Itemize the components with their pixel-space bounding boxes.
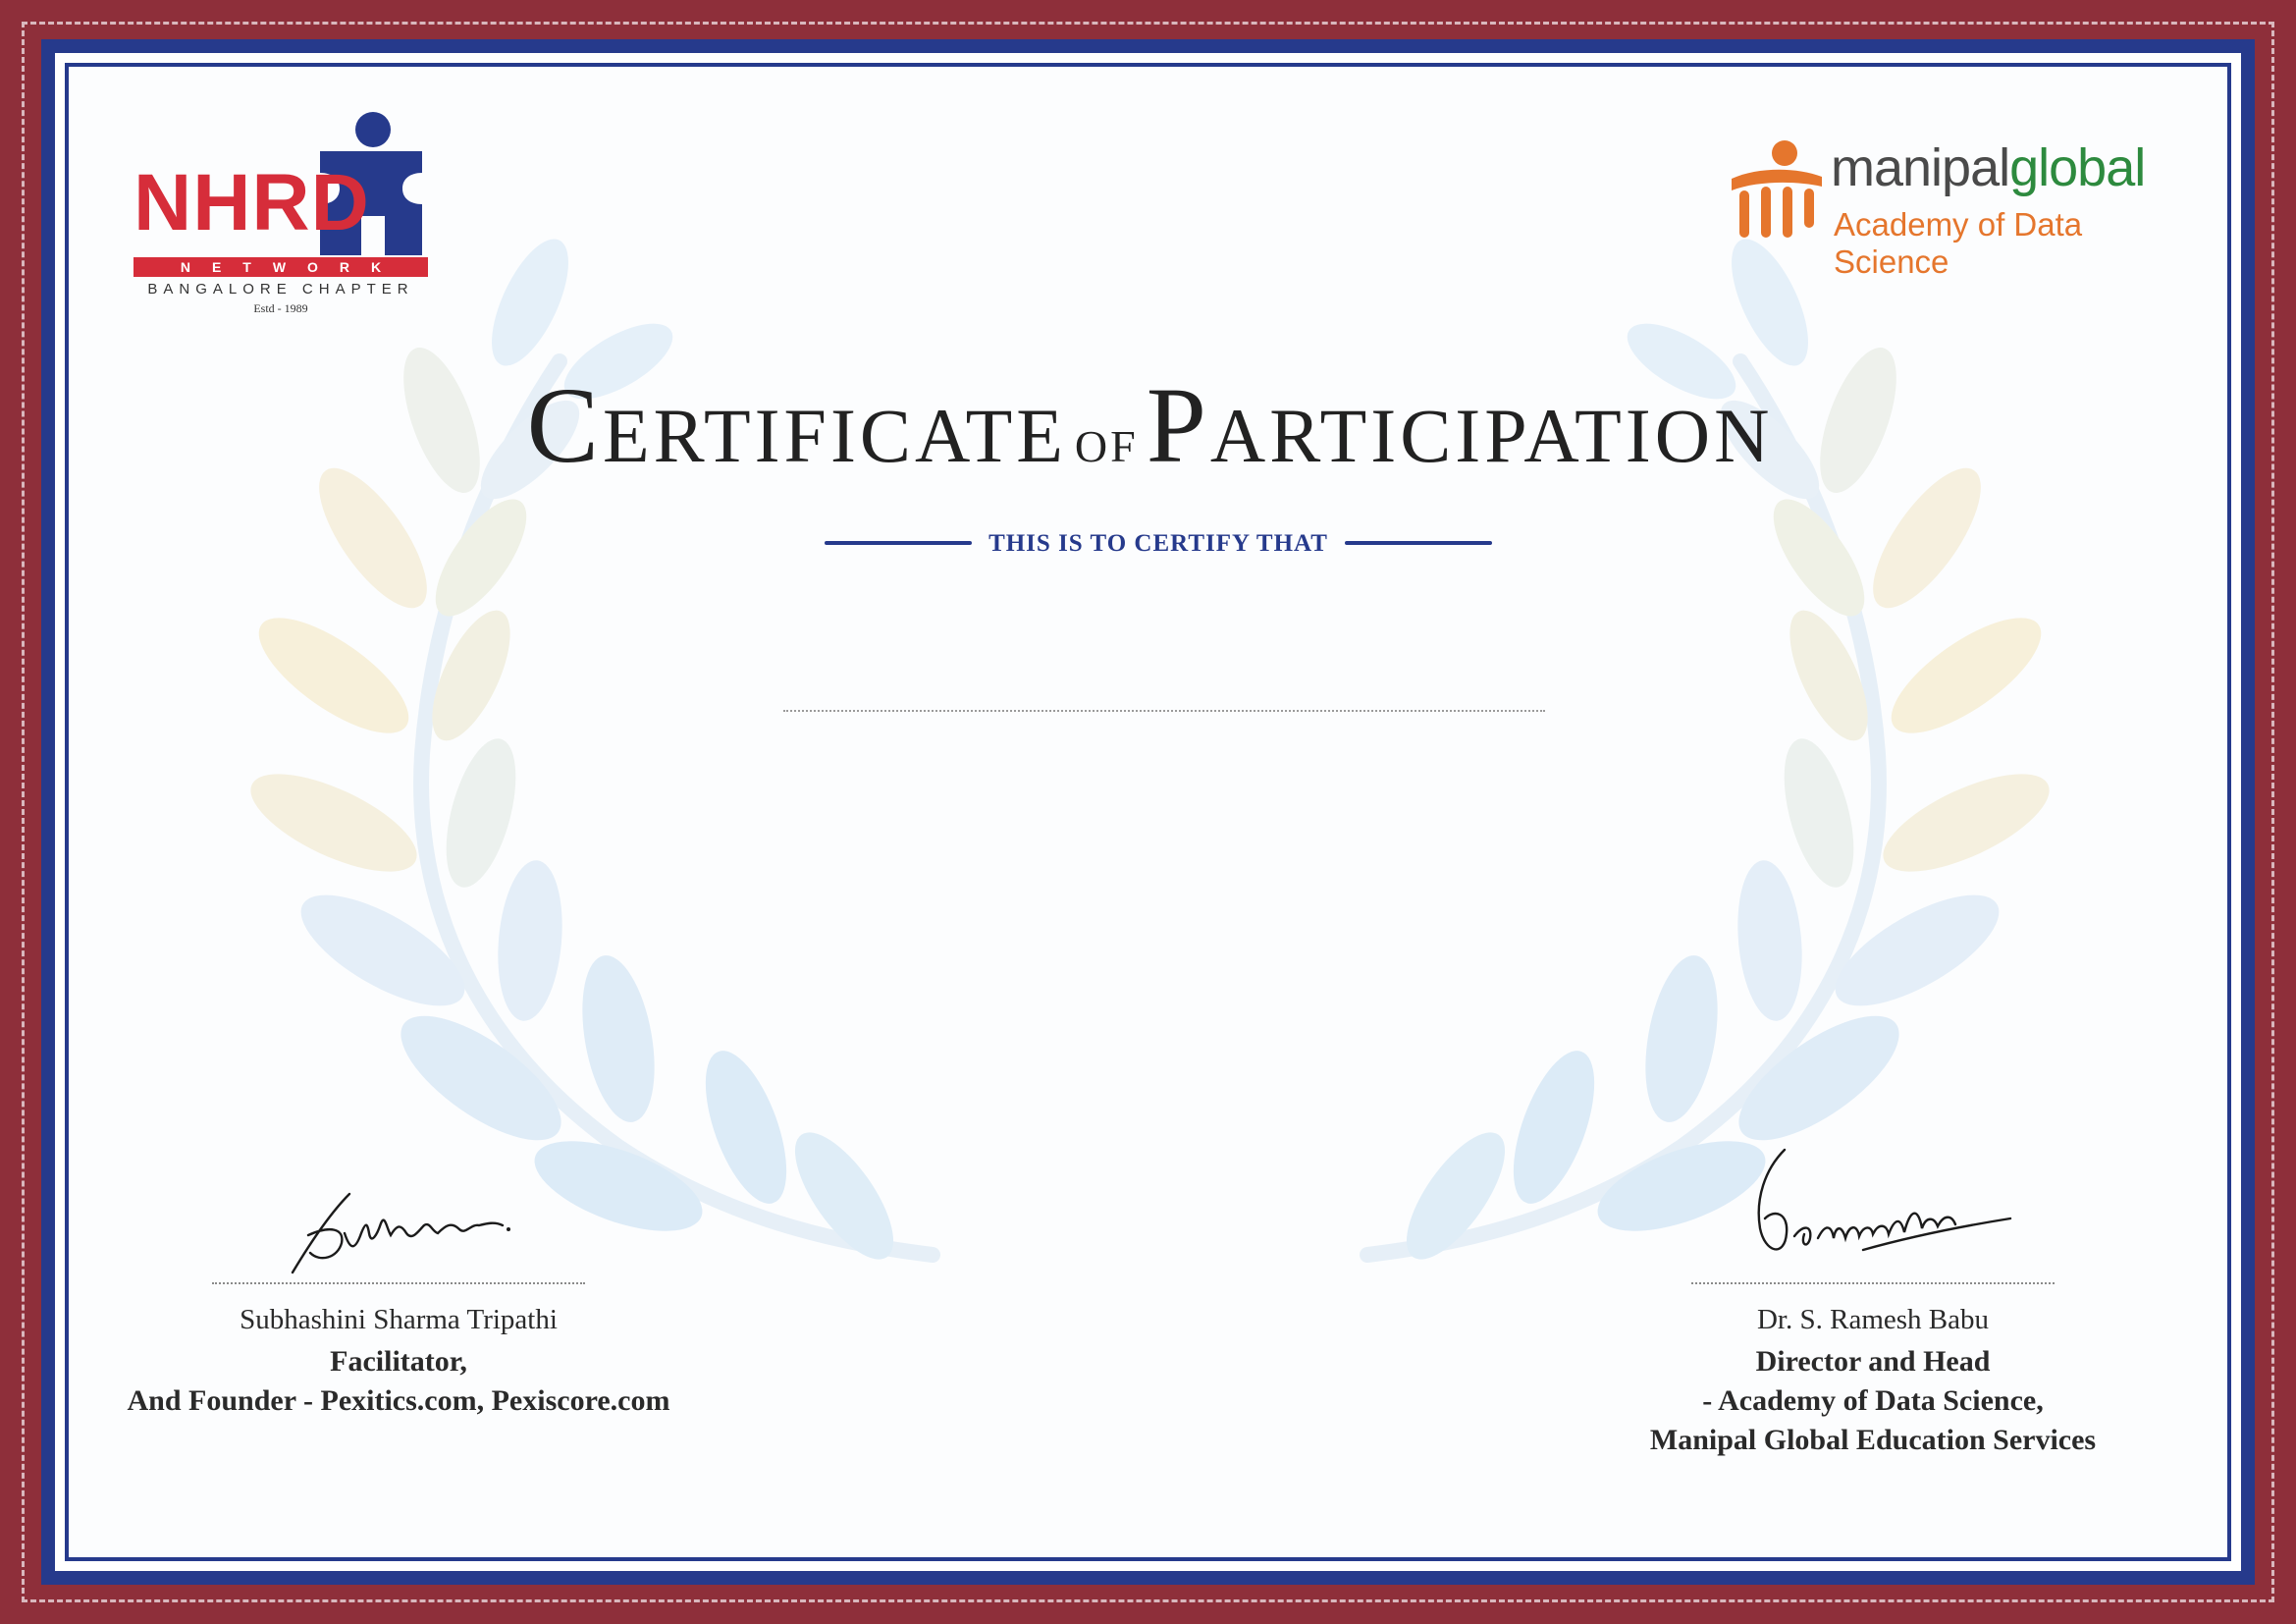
nhrd-chapter: BANGALORE CHAPTER [147,281,414,298]
signatory-right-role-3: Manipal Global Education Services [1649,1424,2097,1456]
signatory-right-role-1: Director and Head [1755,1345,1991,1378]
signature-line-right [1691,1282,2055,1284]
recipient-name-line [783,710,1545,712]
nhrd-logo [133,108,428,315]
signature-block-left [104,1174,693,1421]
manipal-logo [1728,137,2189,280]
manipal-figure-icon [1728,137,1826,245]
signatory-left-name: Subhashini Sharma Tripathi [240,1304,558,1335]
certificate-paper [65,63,2231,1561]
nhrd-letters: NHRD [133,158,370,247]
title-of: OF [1074,421,1139,471]
signature-left-icon [251,1174,546,1282]
manipal-subtitle: Academy of Data Science [1834,206,2083,280]
signatory-left-role-1: Facilitator, [330,1345,467,1378]
title-initial-c: C [526,365,603,485]
nhrd-network-bar: NETWORK [133,257,428,277]
nhrd-established: Estd - 1989 [253,301,308,315]
title-rest-articipation: ARTICIPATION [1209,393,1774,478]
signature-right-icon [1716,1140,2030,1282]
title-initial-p: P [1146,365,1210,485]
blue-border [41,39,2255,1585]
signatory-right-name: Dr. S. Ramesh Babu [1756,1304,1990,1335]
subtitle-row [825,524,1492,564]
title-rest-ertificate: ERTIFICATE [602,393,1067,478]
signature-block-right [1598,1140,2148,1460]
certificate-title [69,365,2231,485]
manipal-wordmark-part2: global [2009,138,2146,197]
subtitle-rule-right [1345,541,1492,545]
signatory-left-role-2: And Founder - Pexitics.com, Pexiscore.com [127,1384,670,1417]
manipal-wordmark [1831,138,2146,197]
signature-line-left [212,1282,585,1284]
signatory-right-role-2: - Academy of Data Science, [1702,1384,2044,1417]
manipal-wordmark-part1: manipal [1831,138,2010,197]
certify-subtitle: THIS IS TO CERTIFY THAT [988,530,1328,557]
